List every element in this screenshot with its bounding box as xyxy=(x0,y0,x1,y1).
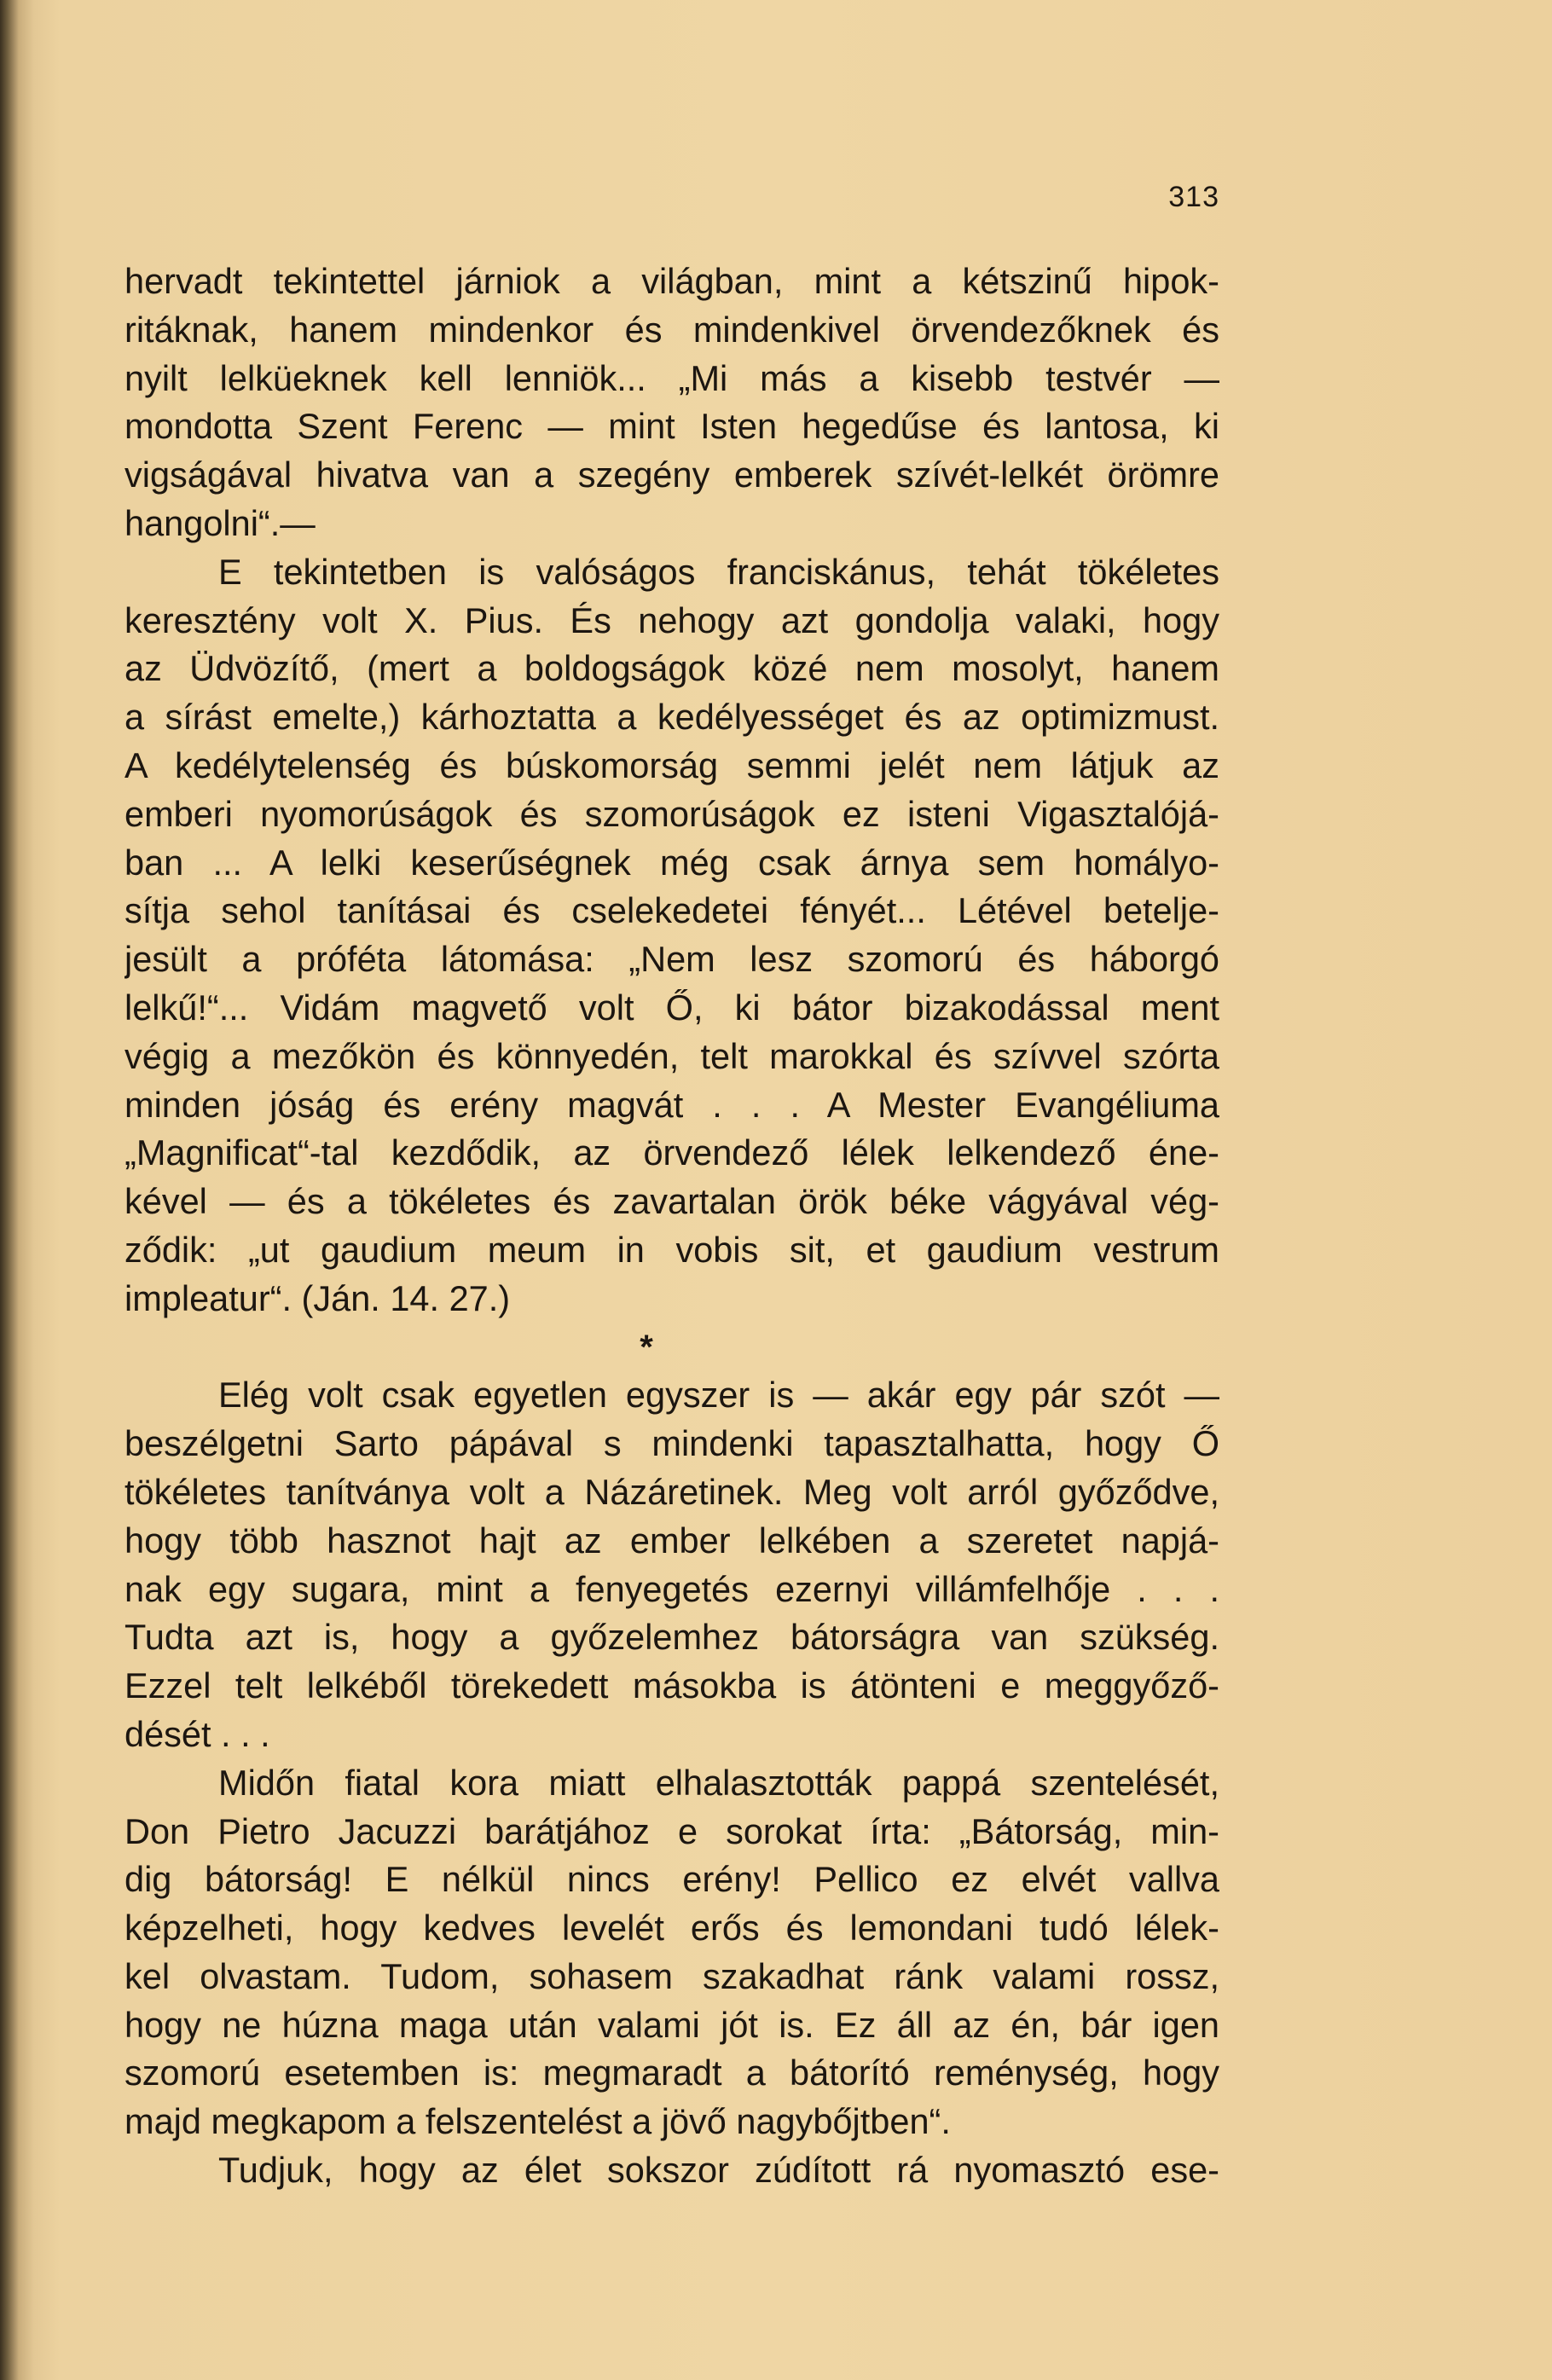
text-line: hangolni“.— xyxy=(125,502,316,543)
text-line: A kedélytelenség és búskomorság semmi jelét nem látjuk az xyxy=(125,744,1219,785)
text-line: ritáknak, hanem mindenkor és mindenkivel örvendezőknek és xyxy=(125,309,1219,350)
text-line: Tudta azt is, hogy a győzelemhez bátorságra van szükség. xyxy=(125,1617,1219,1658)
text-line: Tudjuk, hogy az élet sokszor zúdított rá nyomasztó ese- xyxy=(218,2150,1219,2191)
text-line: mondotta Szent Ferenc — mint Isten hegedűse és lantosa, ki xyxy=(125,406,1219,447)
section-separator: * xyxy=(640,1328,653,1366)
text-line: beszélgetni Sarto pápával s mindenki tapasztalhatta, hogy Ő xyxy=(125,1423,1219,1464)
text-line: Elég volt csak egyetlen egyszer is — akár egy pár szót — xyxy=(218,1375,1219,1416)
body-text xyxy=(125,258,1219,2195)
text-line: dig bátorság! E nélkül nincs erény! Pellico ez elvét vallva xyxy=(125,1859,1219,1900)
text-line: végig a mezőkön és könnyedén, telt marokkal és szívvel szórta xyxy=(125,1035,1219,1076)
text-line: Don Pietro Jacuzzi barátjához e sorokat írta: „Bátorság, min- xyxy=(125,1810,1219,1851)
text-line: nyilt lelküeknek kell lenniök... „Mi más a kisebb testvér — xyxy=(125,357,1219,398)
text-line: minden jóság és erény magvát . . . A Mester Evangéliuma xyxy=(125,1084,1219,1125)
text-line: E tekintetben is valóságos franciskánus, tehát tökéletes xyxy=(218,551,1219,592)
text-line: hogy ne húzna maga után valami jót is. Ez áll az én, bár igen xyxy=(125,2004,1219,2045)
text-line: „Magnificat“-tal kezdődik, az örvendező lélek lelkendező éne- xyxy=(125,1132,1219,1173)
page-number: 313 xyxy=(1168,181,1219,213)
text-line: hervadt tekintettel járniok a világban, mint a kétszinű hipok- xyxy=(125,261,1219,301)
text-line: keresztény volt X. Pius. És nehogy azt gondolja valaki, hogy xyxy=(125,599,1219,640)
text-line: dését . . . xyxy=(125,1713,270,1754)
text-line: Ezzel telt lelkéből törekedett másokba is átönteni e meggyőző- xyxy=(125,1665,1219,1706)
text-line: vigságával hivatva van a szegény emberek szívét-lelkét örömre xyxy=(125,455,1219,495)
text-line: kel olvastam. Tudom, sohasem szakadhat ránk valami rossz, xyxy=(125,1955,1219,1996)
text-line: impleatur“. (Ján. 14. 27.) xyxy=(125,1277,511,1318)
text-line: lelkű!“... Vidám magvető volt Ő, ki bátor bizakodással ment xyxy=(125,987,1219,1028)
text-line: szomorú esetemben is: megmaradt a bátorító reménység, hogy xyxy=(125,2053,1219,2093)
text-line: képzelheti, hogy kedves levelét erős és lemondani tudó lélek- xyxy=(125,1908,1219,1949)
text-line: Midőn fiatal kora miatt elhalasztották pappá szentelését, xyxy=(218,1762,1219,1803)
text-line: kével — és a tökéletes és zavartalan örök béke vágyával vég- xyxy=(125,1181,1219,1222)
text-line: tökéletes tanítványa volt a Názáretinek. Meg volt arról győződve, xyxy=(125,1471,1219,1512)
text-line: majd megkapom a felszentelést a jövő nagybőjtben“. xyxy=(125,2101,951,2142)
text-line: ban ... A lelki keserűségnek még csak árnya sem homályo- xyxy=(125,842,1219,883)
text-line: a sírást emelte,) kárhoztatta a kedélyességet és az optimizmust. xyxy=(125,697,1219,738)
text-line: az Üdvözítő, (mert a boldogságok közé nem mosolyt, hanem xyxy=(125,648,1219,689)
text-line: emberi nyomorúságok és szomorúságok ez isteni Vigasztalójá- xyxy=(125,793,1219,834)
text-line: ződik: „ut gaudium meum in vobis sit, et gaudium vestrum xyxy=(125,1229,1219,1270)
text-line: nak egy sugara, mint a fenyegetés ezernyi villámfelhője . . . xyxy=(125,1568,1219,1609)
text-line: hogy több hasznot hajt az ember lelkében a szeretet napjá- xyxy=(125,1520,1219,1561)
text-line: sítja sehol tanításai és cselekedetei fényét... Létével betelje- xyxy=(125,890,1219,931)
text-line: jesült a próféta látomása: „Nem lesz szomorú és háborgó xyxy=(125,939,1219,980)
